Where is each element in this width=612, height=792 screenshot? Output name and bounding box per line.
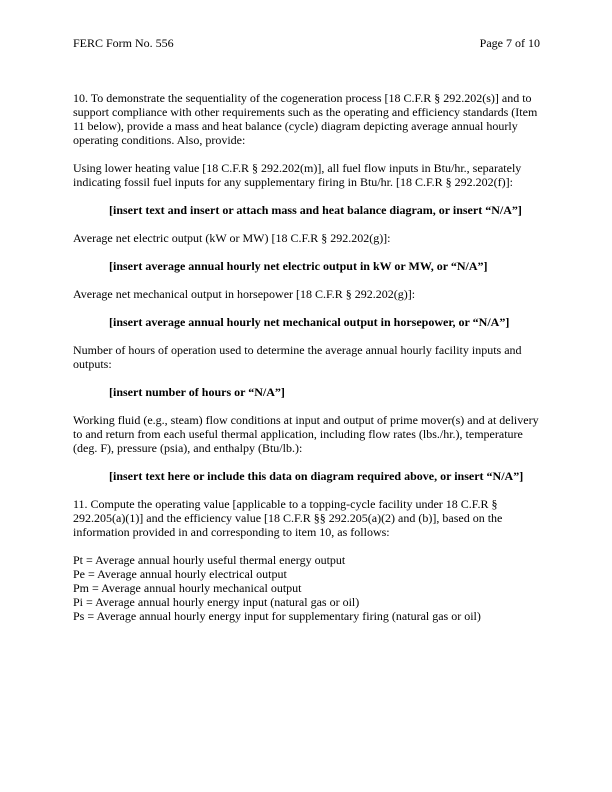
fuel-flow-inputs-prompt: Using lower heating value [18 C.F.R § 292.202(m)], all fuel flow inputs in Btu/hr., separately indicating fossil fuel inputs for any supplementary firing in Btu/hr. [18 C.F.R § 292.202(f)]: bbox=[73, 161, 522, 189]
net-mechanical-output-placeholder[interactable]: [insert average annual hourly net mechanical output in horsepower, or “N/A”] bbox=[109, 315, 510, 329]
variable-definitions bbox=[73, 553, 543, 623]
hours-of-operation-prompt: Number of hours of operation used to determine the average annual hourly facility inputs and outputs: bbox=[73, 343, 522, 371]
net-mechanical-output-prompt: Average net mechanical output in horsepower [18 C.F.R § 292.202(g)]: bbox=[73, 287, 416, 301]
document-body bbox=[73, 91, 543, 623]
net-electric-output-placeholder[interactable]: [insert average annual hourly net electric output in kW or MW, or “N/A”] bbox=[109, 259, 488, 273]
working-fluid-prompt: Working fluid (e.g., steam) flow conditions at input and output of prime mover(s) and at delivery to and return from each useful thermal application, including flow rates (lbs./hr.), temperature (deg. F), pressure (psia), and enthalpy (Btu/lb.): bbox=[73, 413, 539, 455]
page-number: Page 7 of 10 bbox=[479, 36, 540, 50]
working-fluid-placeholder[interactable]: [insert text here or include this data on diagram required above, or insert “N/A”] bbox=[109, 469, 524, 483]
hours-of-operation-placeholder[interactable]: [insert number of hours or “N/A”] bbox=[109, 385, 285, 399]
net-electric-output-prompt: Average net electric output (kW or MW) [18 C.F.R § 292.202(g)]: bbox=[73, 231, 391, 245]
item-10-intro: 10. To demonstrate the sequentiality of the cogeneration process [18 C.F.R § 292.202(s)] and to support compliance with other requirements such as the operating and efficiency standards (Item 11 below), provide a mass and heat balance (cycle) diagram depicting average annual hourly operating conditions. Also, provide: bbox=[73, 91, 538, 147]
definition-pi: Pi = Average annual hourly energy input (natural gas or oil) bbox=[73, 595, 360, 609]
definition-pe: Pe = Average annual hourly electrical output bbox=[73, 567, 287, 581]
definition-pt: Pt = Average annual hourly useful thermal energy output bbox=[73, 553, 346, 567]
page-header bbox=[73, 36, 540, 52]
definition-ps: Ps = Average annual hourly energy input for supplementary firing (natural gas or oil) bbox=[73, 609, 481, 623]
fuel-flow-insert-placeholder[interactable]: [insert text and insert or attach mass and heat balance diagram, or insert “N/A”] bbox=[109, 203, 522, 217]
form-name: FERC Form No. 556 bbox=[73, 36, 174, 50]
definition-pm: Pm = Average annual hourly mechanical output bbox=[73, 581, 302, 595]
item-11-intro: 11. Compute the operating value [applicable to a topping-cycle facility under 18 C.F.R § 292.205(a)(1)] and the efficiency value [18 C.F.R §§ 292.205(a)(2) and (b)], based on the information provided in and corresponding to item 10, as follows: bbox=[73, 497, 503, 539]
